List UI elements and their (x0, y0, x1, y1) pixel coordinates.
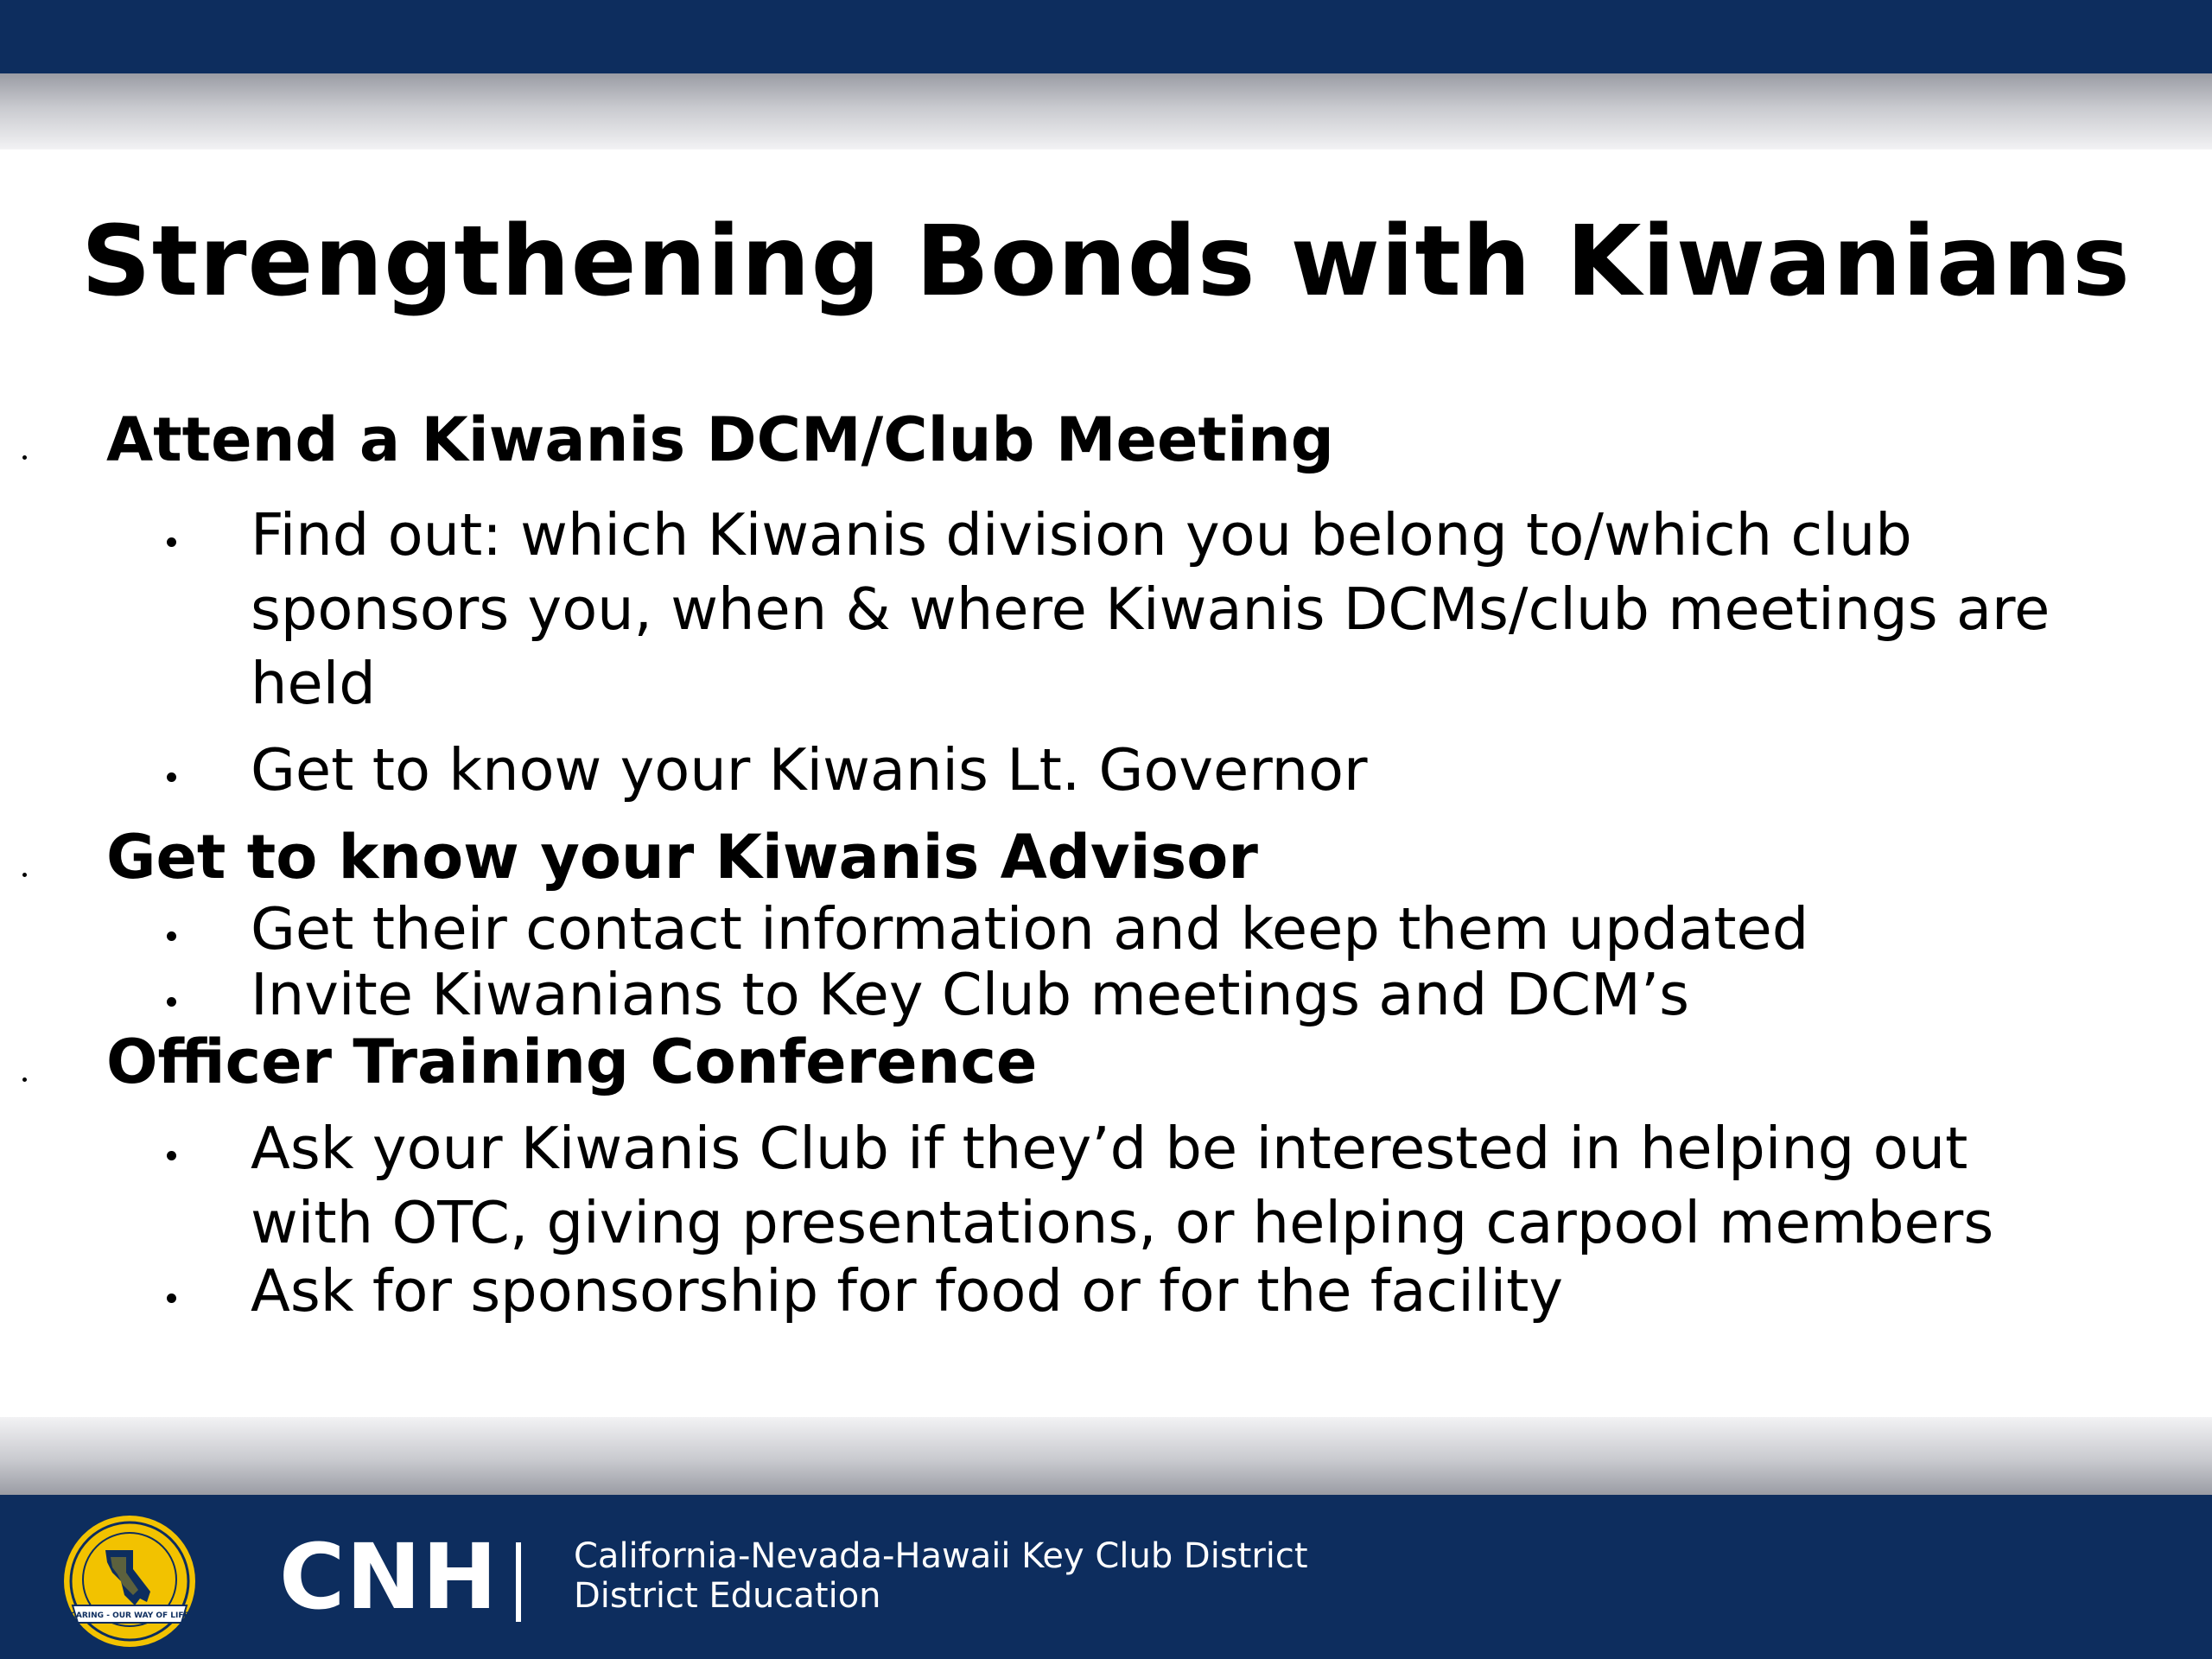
bullet-icon (167, 931, 176, 941)
bullet-item: Find out: which Kiwanis division you belong to/which club sponsors you, when & where Kiwanis DCMs/club meetings are held (251, 501, 2050, 717)
bullet-item: Invite Kiwanians to Key Club meetings and DCM’s (251, 961, 1690, 1028)
footer-subtitle: District Education (574, 1576, 881, 1616)
section-marker (22, 873, 27, 877)
section-marker (22, 1077, 27, 1082)
bullet-item: Ask your Kiwanis Club if they’d be interested in helping out with OTC, giving presentations, or helping carpool members (251, 1115, 1994, 1256)
bullet-item: Get to know your Kiwanis Lt. Governor (251, 736, 1368, 804)
seal-text: CARING - OUR WAY OF LIFE (70, 1611, 189, 1620)
bullet-icon (167, 772, 176, 782)
cnh-key-club-seal-icon (60, 1512, 199, 1650)
bullet-item: Ask for sponsorship for food or for the facility (251, 1257, 1563, 1325)
section-heading: Officer Training Conference (106, 1027, 1038, 1097)
bullet-icon (167, 1151, 176, 1160)
footer-brand: CNH (279, 1524, 499, 1630)
footer-district-name: California-Nevada-Hawaii Key Club District (574, 1536, 1308, 1576)
bullet-item: Get their contact information and keep them updated (251, 895, 1809, 963)
footer-divider (516, 1542, 521, 1622)
footer-gradient (0, 1417, 2212, 1495)
section-marker (22, 455, 27, 460)
section-heading: Get to know your Kiwanis Advisor (106, 822, 1258, 893)
bullet-icon (167, 537, 176, 547)
section-heading: Attend a Kiwanis DCM/Club Meeting (106, 404, 1334, 475)
bullet-icon (167, 997, 176, 1007)
bullet-icon (167, 1294, 176, 1303)
slide-title: Strengthening Bonds with Kiwanians (81, 206, 2131, 318)
